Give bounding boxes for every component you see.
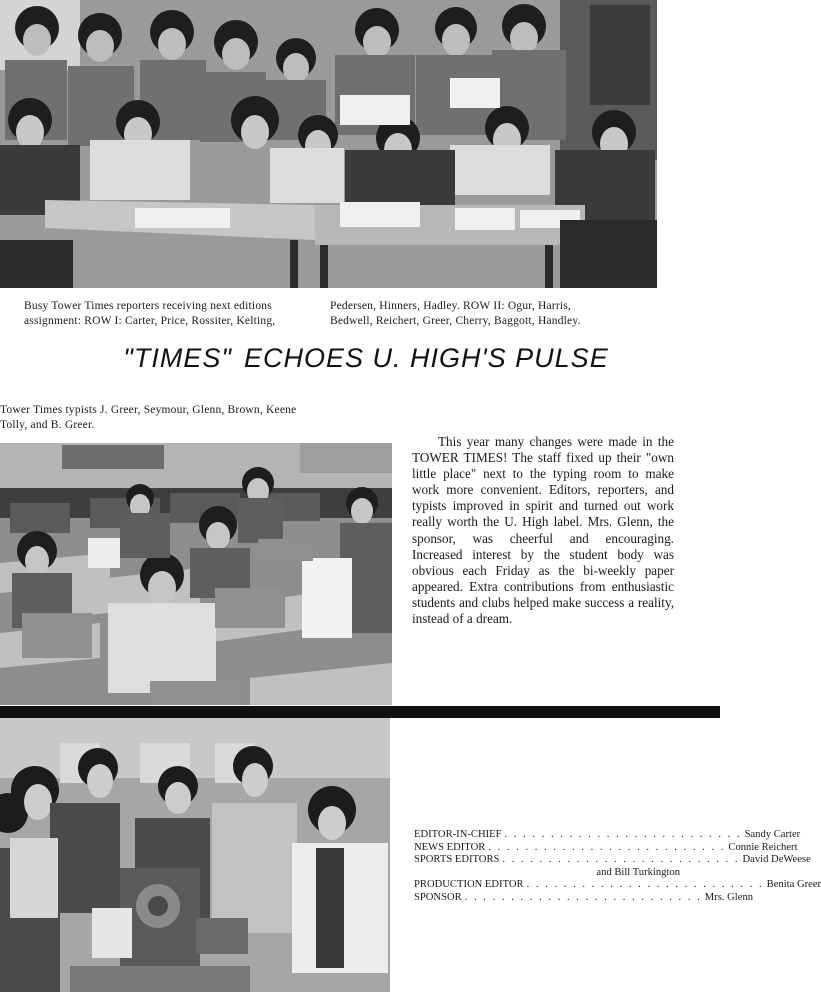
- staff-role: NEWS EDITOR: [414, 841, 486, 853]
- typists-caption: [0, 403, 296, 433]
- staff-role: SPONSOR: [414, 891, 462, 903]
- headline-quoted: "TIMES": [123, 343, 232, 373]
- headline-rest: ECHOES U. HIGH'S PULSE: [243, 343, 609, 373]
- leader-dots: . . . . . . . . . . . . . . . . . . . . . . . . . .: [464, 891, 702, 903]
- reporters-caption-left: [24, 299, 275, 329]
- caption-line: Bedwell, Reichert, Greer, Cherry, Baggott, Handley.: [330, 315, 581, 327]
- staff-row: [414, 891, 754, 905]
- staff-name: Connie Reichert: [728, 841, 798, 853]
- reporters-group-photo: [0, 0, 657, 288]
- leader-dots: . . . . . . . . . . . . . . . . . . . . . . . . . .: [488, 841, 726, 853]
- staff-name: Benita Greer: [766, 879, 821, 891]
- staff-role: PRODUCTION EDITOR: [414, 879, 524, 891]
- staff-row: [414, 829, 801, 842]
- leader-dots: . . . . . . . . . . . . . . . . . . . . . . . . . .: [526, 879, 764, 891]
- staff-row: [414, 841, 798, 855]
- staff-row: [414, 879, 821, 892]
- staff-name: Sandy Carter: [744, 829, 801, 840]
- section-divider: [0, 706, 720, 718]
- typists-photo: [0, 443, 392, 705]
- article-paragraph: This year many changes were made in the TOWER TIMES! The staff fixed up their "own little place" next to the typing room to make work more convenient. Editors, reporters, and typists improved in spirit and turned out work really worth the U. High label. Mrs. Glenn, the sponsor, was cheerful and encouraging. Increased interest by the student body was obvious each Friday as the bi-weekly paper appeared. Extra contributions from enthusiastic students and clubs helped make success a reality, instead of a dream.: [412, 434, 674, 627]
- leader-dots: . . . . . . . . . . . . . . . . . . . . . . . . . .: [504, 829, 742, 840]
- page-headline: [0, 343, 720, 374]
- staff-role: EDITOR-IN-CHIEF: [414, 829, 502, 840]
- caption-line: Tolly, and B. Greer.: [0, 419, 95, 431]
- staff-list: [414, 829, 821, 905]
- article-body: [412, 434, 674, 627]
- reporters-caption-right: [330, 299, 581, 329]
- editors-photo: [0, 718, 390, 992]
- staff-name-continued: and Bill Turkington: [596, 866, 680, 878]
- staff-name: David DeWeese: [742, 854, 811, 866]
- leader-dots: . . . . . . . . . . . . . . . . . . . . . . . . . .: [502, 854, 740, 866]
- staff-role: SPORTS EDITORS: [414, 854, 500, 866]
- caption-line: Tower Times typists J. Greer, Seymour, Glenn, Brown, Keene: [0, 404, 297, 416]
- caption-line: Busy Tower Times reporters receiving next editions: [24, 300, 272, 312]
- caption-line: Pedersen, Hinners, Hadley. ROW II: Ogur, Harris,: [330, 300, 571, 312]
- staff-name: Mrs. Glenn: [704, 891, 754, 903]
- caption-line: assignment: ROW I: Carter, Price, Rossiter, Kelting,: [24, 315, 276, 327]
- staff-row: [414, 854, 811, 867]
